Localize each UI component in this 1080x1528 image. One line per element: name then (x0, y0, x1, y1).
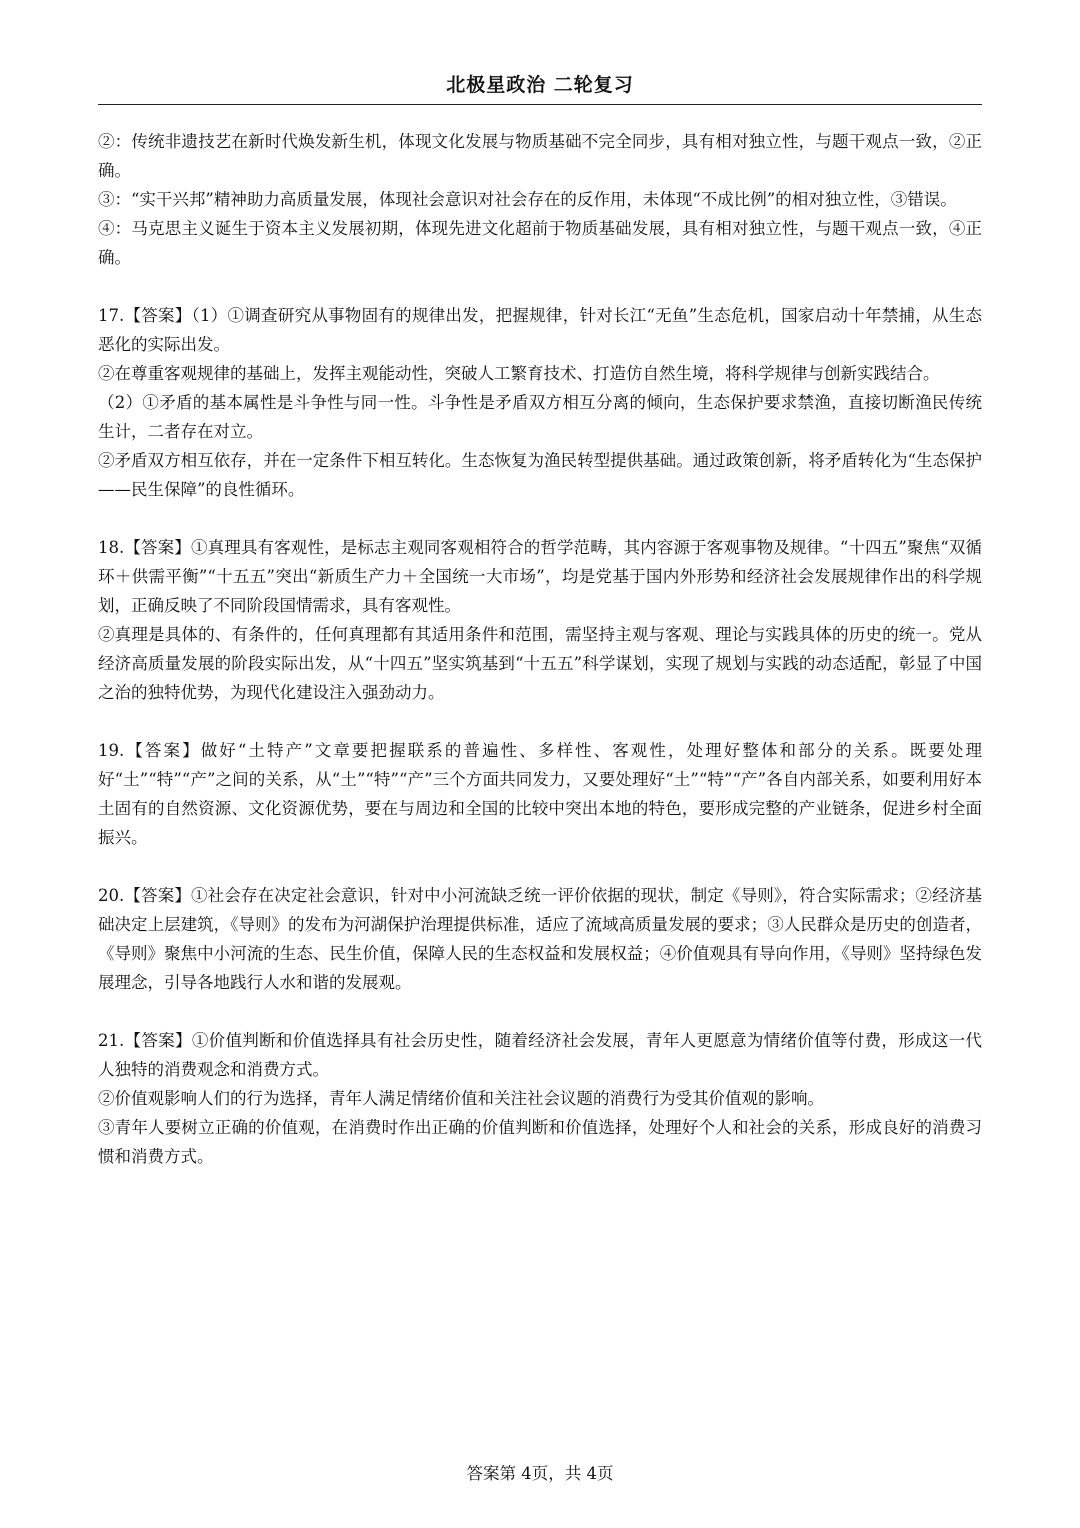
answer-17-part2-point1: （2）①矛盾的基本属性是斗争性与同一性。斗争性是矛盾双方相互分离的倾向，生态保护要求禁渔，直接切断渔民传统生计，二者存在对立。 (98, 393, 982, 441)
page-header (98, 72, 982, 105)
block-spacer (98, 504, 982, 533)
answer-content (98, 127, 982, 1171)
answer-block-20 (98, 881, 982, 997)
answer-17-part2-point2: ②矛盾双方相互依存，并在一定条件下相互转化。生态恢复为渔民转型提供基础。通过政策创新，将矛盾转化为“生态保护——民生保障”的良性循环。 (98, 451, 982, 499)
block-spacer (98, 997, 982, 1026)
answer-21-point1: 21.【答案】①价值判断和价值选择具有社会历史性，随着经济社会发展，青年人更愿意为情绪价值等付费，形成这一代人独特的消费观念和消费方式。 (98, 1031, 982, 1079)
answer-19-text: 19.【答案】做好“土特产”文章要把握联系的普遍性、多样性、客观性，处理好整体和部分的关系。既要处理好“土”“特”“产”之间的关系，从“土”“特”“产”三个方面共同发力，又要处理好“土”“特”“产”各自内部关系，如要利用好本土固有的自然资源、文化资源优势，要在与周边和全国的比较中突出本地的特色，要形成完整的产业链条，促进乡村全面振兴。 (98, 741, 982, 847)
answer-18-point2: ②真理是具体的、有条件的，任何真理都有其适用条件和范围，需坚持主观与客观、理论与实践具体的历史的统一。党从经济高质量发展的阶段实际出发，从“十四五”坚实筑基到“十五五”科学谋划，实现了规划与实践的动态适配，彰显了中国之治的独特优势，为现代化建设注入强劲动力。 (98, 625, 982, 702)
page-number-label: 答案第 4页，共 4页 (466, 1464, 614, 1483)
page-footer (0, 1462, 1080, 1486)
block-spacer (98, 707, 982, 736)
answer-17-part1-point2: ②在尊重客观规律的基础上，发挥主观能动性，突破人工繁育技术、打造仿自然生境，将科学规律与创新实践结合。 (98, 364, 940, 383)
answer-block-21 (98, 1026, 982, 1171)
option-2-explanation: ②：传统非遗技艺在新时代焕发新生机，体现文化发展与物质基础不完全同步，具有相对独立性，与题干观点一致，②正确。 (98, 132, 982, 180)
answer-21-point2: ②价值观影响人们的行为选择，青年人满足情绪价值和关注社会议题的消费行为受其价值观的影响。 (98, 1089, 824, 1108)
answer-block-16-options (98, 127, 982, 272)
answer-block-18 (98, 533, 982, 707)
block-spacer (98, 272, 982, 301)
answer-20-text: 20.【答案】①社会存在决定社会意识，针对中小河流缺乏统一评价依据的现状，制定《导则》，符合实际需求；②经济基础决定上层建筑，《导则》的发布为河湖保护治理提供标准，适应了流域高质量发展的要求；③人民群众是历史的创造者，《导则》聚焦中小河流的生态、民生价值，保障人民的生态权益和发展权益；④价值观具有导向作用，《导则》坚持绿色发展理念，引导各地践行人水和谐的发展观。 (98, 886, 982, 992)
answer-17-part1-point1: 17.【答案】（1）①调查研究从事物固有的规律出发，把握规律，针对长江“无鱼”生态危机，国家启动十年禁捕，从生态恶化的实际出发。 (98, 306, 982, 354)
option-3-explanation: ③：“实干兴邦”精神助力高质量发展，体现社会意识对社会存在的反作用，未体现“不成比例”的相对独立性，③错误。 (98, 190, 957, 209)
block-spacer (98, 852, 982, 881)
answer-21-point3: ③青年人要树立正确的价值观，在消费时作出正确的价值判断和价值选择，处理好个人和社会的关系，形成良好的消费习惯和消费方式。 (98, 1118, 982, 1166)
option-4-explanation: ④：马克思主义诞生于资本主义发展初期，体现先进文化超前于物质基础发展，具有相对独立性，与题干观点一致，④正确。 (98, 219, 982, 267)
answer-18-point1: 18.【答案】①真理具有客观性，是标志主观同客观相符合的哲学范畴，其内容源于客观事物及规律。“十四五”聚焦“双循环＋供需平衡”“十五五”突出“新质生产力＋全国统一大市场”，均是党基于国内外形势和经济社会发展规律作出的科学规划，正确反映了不同阶段国情需求，具有客观性。 (98, 538, 982, 615)
answer-block-19 (98, 736, 982, 852)
answer-block-17 (98, 301, 982, 504)
page-header-title: 北极星政治 二轮复习 (446, 74, 634, 96)
